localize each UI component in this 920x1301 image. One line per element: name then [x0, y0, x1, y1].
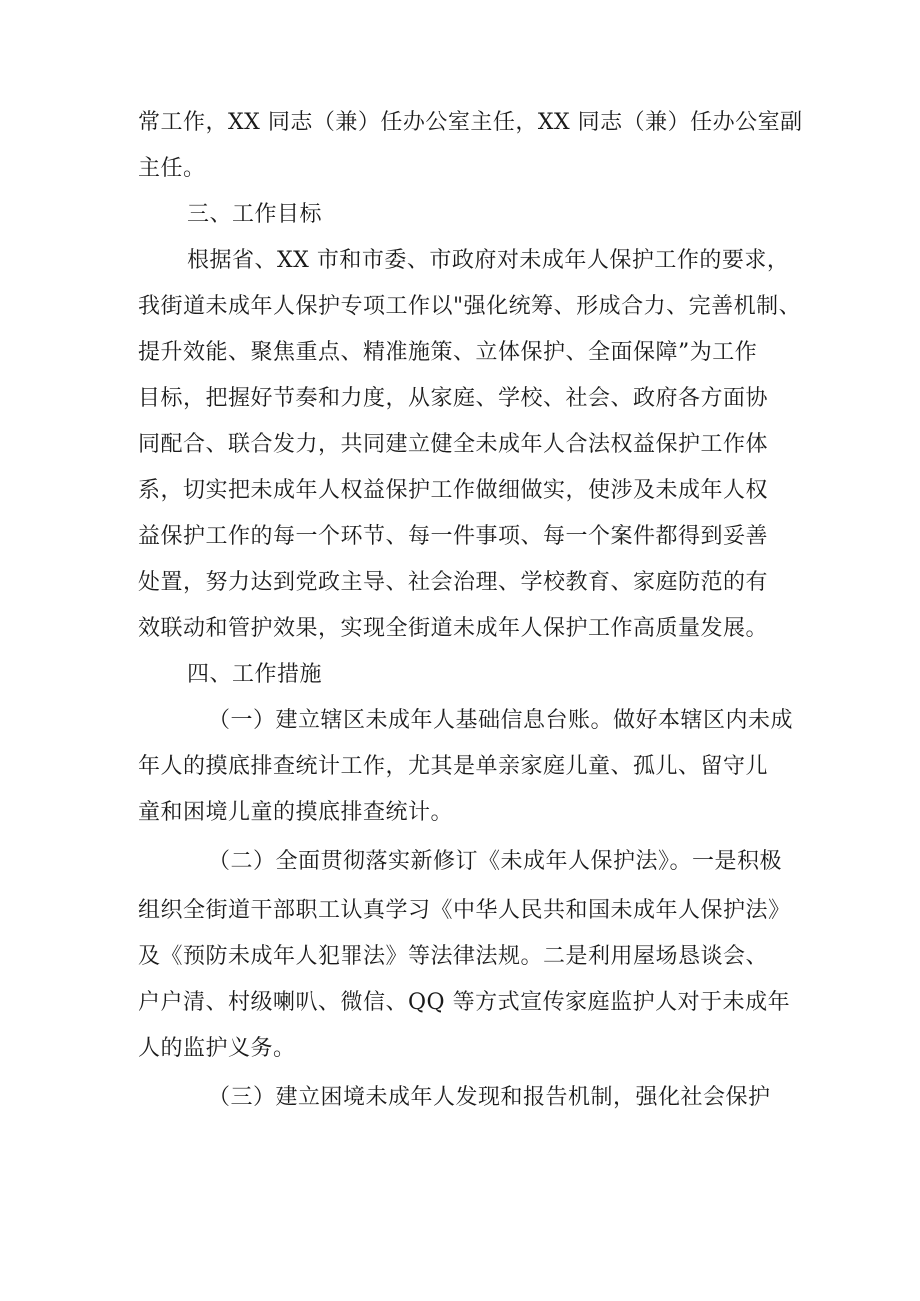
paragraph-line: 系，切实把未成年人权益保护工作做细做实，使涉及未成年人权	[138, 478, 769, 503]
paragraph-line: 同配合、联合发力，共同建立健全未成年人合法权益保护工作体	[138, 432, 769, 457]
paragraph-line: （二）全面贯彻落实新修订《未成年人保护法》。一是积极	[208, 849, 783, 874]
paragraph-line: 主任。	[138, 156, 206, 181]
paragraph-line: 及《预防未成年人犯罪法》等法律法规。二是利用屋场恳谈会、	[138, 944, 769, 969]
paragraph-line: 童和困境儿童的摸底排查统计。	[138, 800, 454, 825]
paragraph-line: 组织全街道干部职工认真学习《中华人民共和国未成年人保护法》	[138, 898, 791, 923]
paragraph-line: 年人的摸底排查统计工作，尤其是单亲家庭儿童、孤儿、留守儿	[138, 754, 769, 779]
paragraph-line: （三）建立困境未成年人发现和报告机制，强化社会保护	[208, 1085, 771, 1110]
paragraph-line: 目标，把握好节奏和力度，从家庭、学校、社会、政府各方面协	[138, 386, 769, 411]
section-heading: 四、工作措施	[187, 662, 323, 687]
paragraph-line: 效联动和管护效果，实现全街道未成年人保护工作高质量发展。	[138, 616, 769, 641]
paragraph-line: 常工作，XX 同志（兼）任办公室主任，XX 同志（兼）任办公室副	[138, 110, 803, 135]
paragraph-line: 益保护工作的每一个环节、每一件事项、每一个案件都得到妥善	[138, 524, 769, 549]
paragraph-line: 处置，努力达到党政主导、社会治理、学校教育、家庭防范的有	[138, 570, 769, 595]
paragraph-line: 户户清、村级喇叭、微信、QQ 等方式宣传家庭监护人对于未成年	[138, 990, 791, 1015]
section-heading: 三、工作目标	[187, 202, 323, 227]
paragraph-line: （一）建立辖区未成年人基础信息台账。做好本辖区内未成	[208, 708, 794, 733]
paragraph-line: 我街道未成年人保护专项工作以"强化统筹、形成合力、完善机制、	[138, 294, 802, 319]
paragraph-line: 根据省、XX 市和市委、市政府对未成年人保护工作的要求，	[187, 248, 790, 273]
paragraph-line: 提升效能、聚焦重点、精准施策、立体保护、全面保障”为工作	[138, 340, 758, 365]
paragraph-line: 人的监护义务。	[138, 1036, 296, 1061]
document-body	[138, 100, 818, 1124]
